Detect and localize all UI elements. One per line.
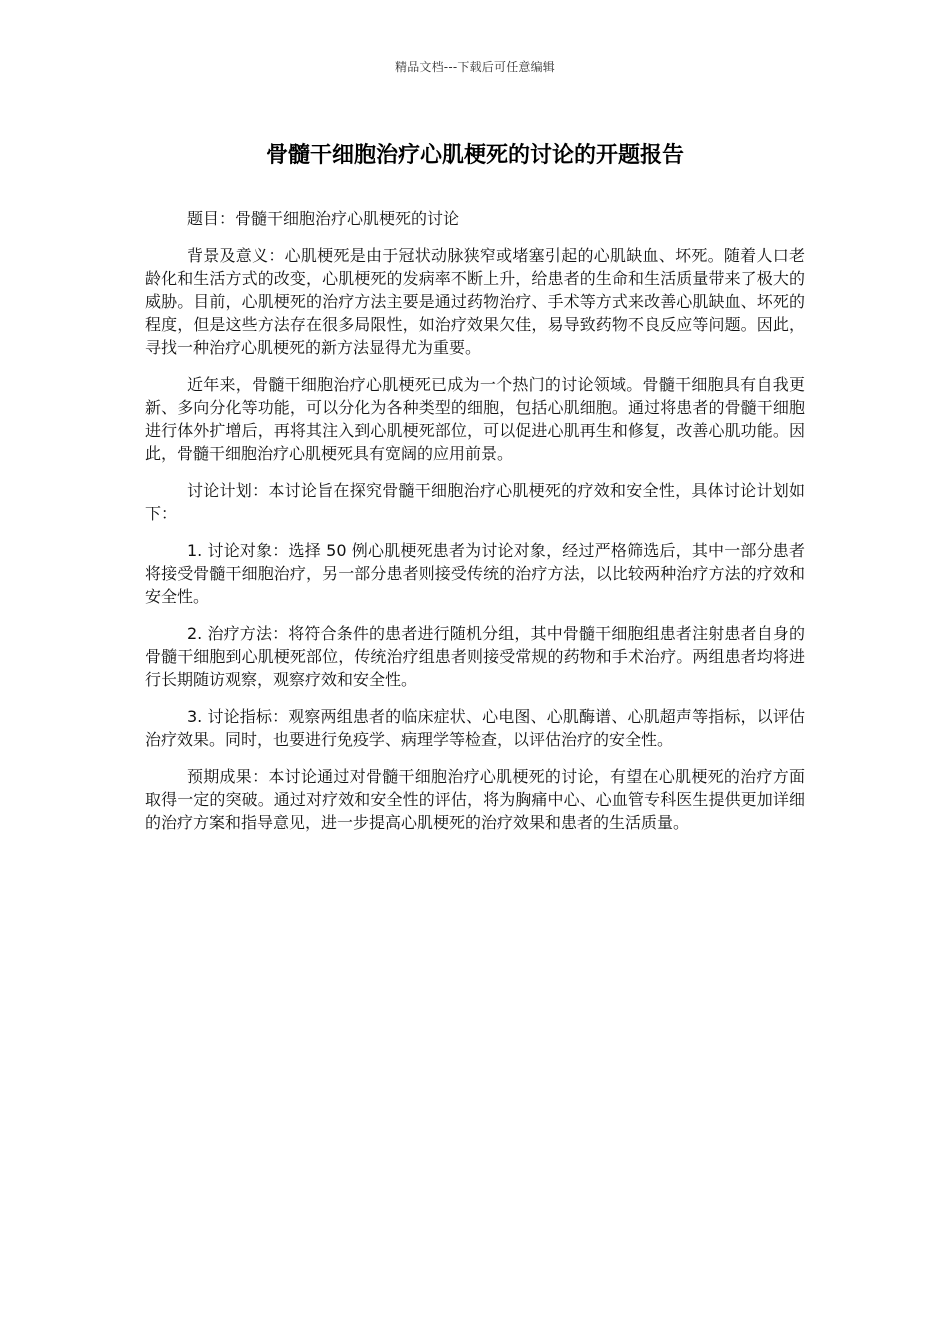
plan-item-indicators: 3. 讨论指标：观察两组患者的临床症状、心电图、心肌酶谱、心肌超声等指标，以评估治疗效果。同时，也要进行免疫学、病理学等检查，以评估治疗的安全性。 [145, 707, 805, 749]
document-body [145, 207, 805, 848]
expected-results-paragraph: 预期成果：本讨论通过对骨髓干细胞治疗心肌梗死的讨论，有望在心肌梗死的治疗方面取得一定的突破。通过对疗效和安全性的评估，将为胸痛中心、心血管专科医生提供更加详细的治疗方案和指导意见，进一步提高心肌梗死的治疗效果和患者的生活质量。 [145, 767, 805, 832]
plan-item-subjects: 1. 讨论对象：选择 50 例心肌梗死患者为讨论对象，经过严格筛选后，其中一部分患者将接受骨髓干细胞治疗，另一部分患者则接受传统的治疗方法，以比较两种治疗方法的疗效和安全性。 [145, 541, 805, 606]
document-title: 骨髓干细胞治疗心肌梗死的讨论的开题报告 [265, 143, 684, 168]
background-paragraph: 背景及意义：心肌梗死是由于冠状动脉狭窄或堵塞引起的心肌缺血、坏死。随着人口老龄化和生活方式的改变，心肌梗死的发病率不断上升，给患者的生命和生活质量带来了极大的威胁。目前，心肌梗死的治疗方法主要是通过药物治疗、手术等方式来改善心肌缺血、坏死的程度，但是这些方法存在很多局限性，如治疗效果欠佳，易导致药物不良反应等问题。因此，寻找一种治疗心肌梗死的新方法显得尤为重要。 [145, 246, 805, 357]
header-note: 精品文档---下载后可任意编辑 [395, 60, 555, 74]
recent-research-paragraph: 近年来，骨髓干细胞治疗心肌梗死已成为一个热门的讨论领域。骨髓干细胞具有自我更新、多向分化等功能，可以分化为各种类型的细胞，包括心肌细胞。通过将患者的骨髓干细胞进行体外扩增后，再将其注入到心肌梗死部位，可以促进心肌再生和修复，改善心肌功能。因此，骨髓干细胞治疗心肌梗死具有宽阔的应用前景。 [145, 375, 805, 463]
plan-item-methods: 2. 治疗方法：将符合条件的患者进行随机分组，其中骨髓干细胞组患者注射患者自身的骨髓干细胞到心肌梗死部位，传统治疗组患者则接受常规的药物和手术治疗。两组患者均将进行长期随访观察，观察疗效和安全性。 [145, 624, 805, 689]
topic-paragraph: 题目：骨髓干细胞治疗心肌梗死的讨论 [187, 209, 460, 228]
research-plan-paragraph: 讨论计划：本讨论旨在探究骨髓干细胞治疗心肌梗死的疗效和安全性，具体讨论计划如下： [145, 481, 805, 523]
